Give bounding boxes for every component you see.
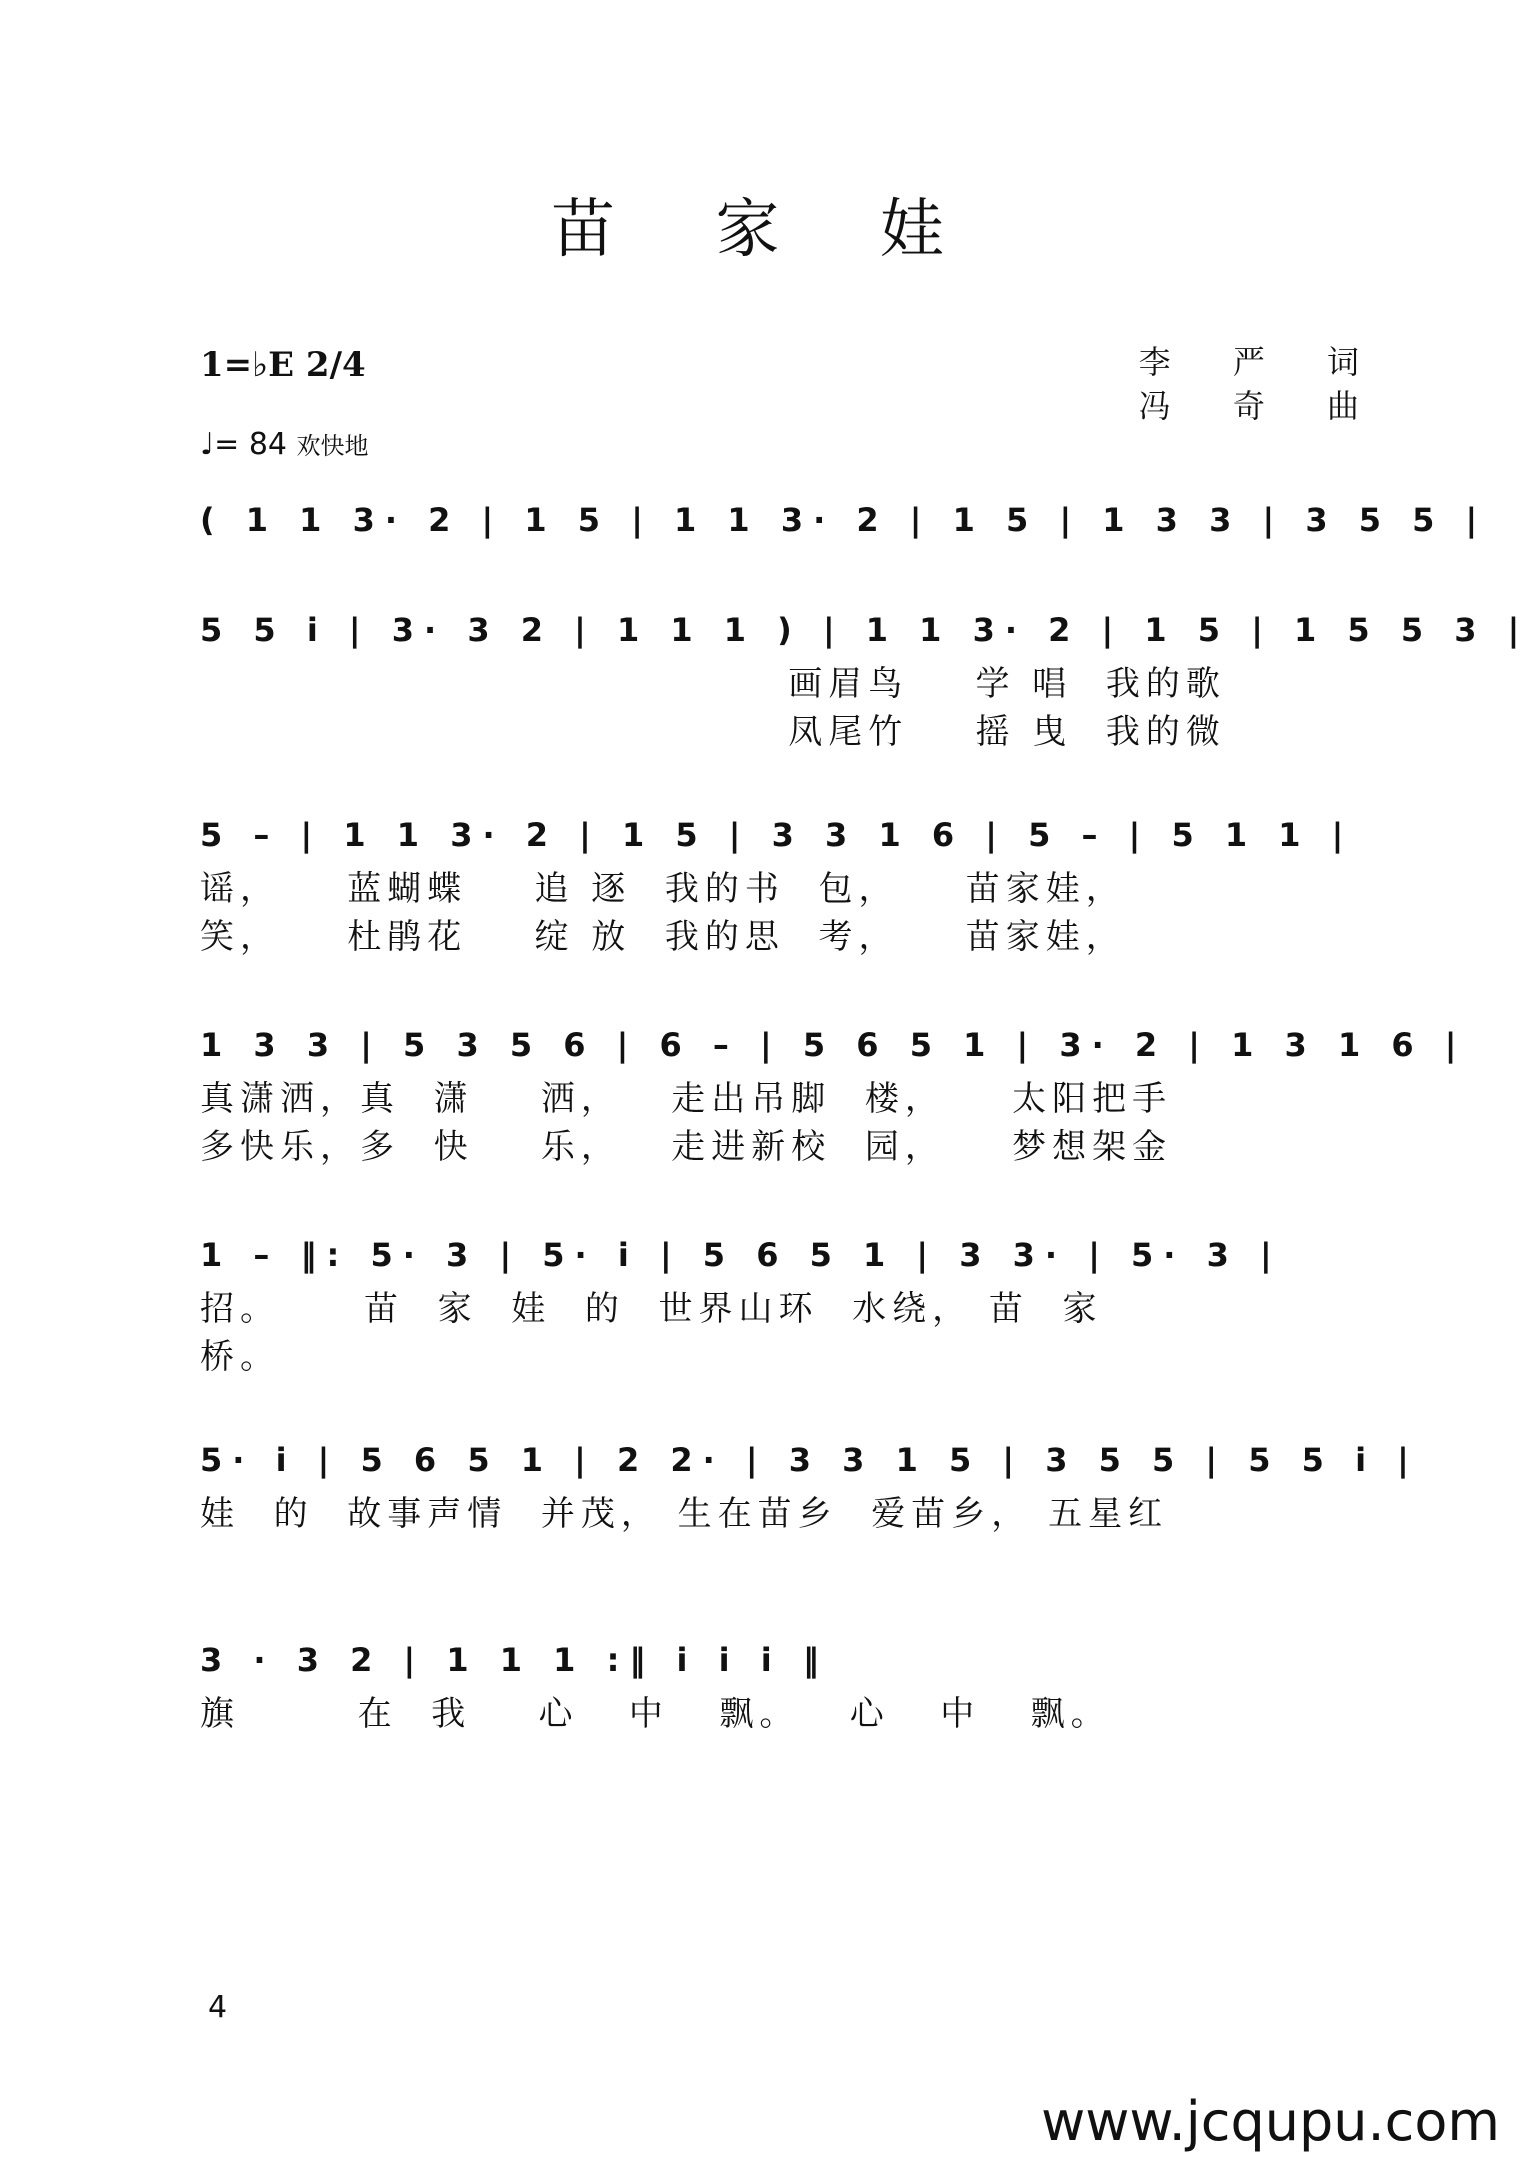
lyric-line: 桥。: [200, 1337, 280, 1377]
credits: [1139, 340, 1385, 428]
score-row: [200, 805, 1390, 961]
key-signature: 1=♭E 2/4: [200, 345, 366, 385]
song-title: 苗 家 娃: [551, 193, 984, 267]
lyric-line: 画眉鸟 学 唱 我的歌: [200, 664, 1226, 704]
notation-line: ( 1 1 3· 2 | 1 5 | 1 1 3· 2 | 1 5 | 1 3 3 | 3 5 5 |: [200, 501, 1488, 539]
lyric-line: 真潇洒，真 潇 洒， 走出吊脚 楼， 太阳把手: [200, 1079, 1173, 1119]
notation-line: 1 – ‖: 5· 3 | 5· i | 5 6 5 1 | 3 3· | 5· 3 |: [200, 1236, 1282, 1274]
lyric-line: [200, 550, 1390, 598]
notation-line: 5 – | 1 1 3· 2 | 1 5 | 3 3 1 6 | 5 – | 5 1 1 |: [200, 816, 1354, 854]
lyric-line: 多快乐，多 快 乐， 走进新校 园， 梦想架金: [200, 1127, 1173, 1167]
notation-line: 1 3 3 | 5 3 5 6 | 6 – | 5 6 5 1 | 3· 2 | 1 3 1 6 |: [200, 1026, 1467, 1064]
lyric-line: [200, 1538, 1390, 1586]
lyric-line: 谣， 蓝蝴蝶 追 逐 我的书 包， 苗家娃，: [200, 869, 1126, 909]
composer: 冯 奇 曲: [1138, 387, 1385, 425]
lyric-line: 招。 苗 家 娃 的 世界山环 水绕， 苗 家: [200, 1289, 1103, 1329]
score-row: [200, 1225, 1390, 1381]
tempo-expression: 欢快地: [296, 432, 369, 460]
lyric-line: 娃 的 故事声情 并茂， 生在苗乡 爱苗乡， 五星红: [200, 1494, 1169, 1534]
score-row: [200, 1430, 1419, 1586]
website-watermark: www.jcqupu.com: [1041, 2090, 1500, 2153]
notation-line: 5 5 i | 3· 3 2 | 1 1 1 ) | 1 1 3· 2 | 1 5 | 1 5 5 3 |: [200, 611, 1530, 649]
lyricist: 李 严 词: [1138, 343, 1385, 381]
score-row: [200, 1630, 1390, 1786]
tempo-marking: [200, 426, 369, 462]
lyric-line: 凤尾竹 摇 曳 我的微: [200, 712, 1226, 752]
page-number: 4: [208, 1990, 228, 2025]
score-row: [200, 600, 1530, 756]
score-row: [200, 1015, 1467, 1171]
notation-line: 3 · 3 2 | 1 1 1 :‖ i i i ‖: [200, 1641, 829, 1679]
lyric-line: 旗 在 我 心 中 飘。 心 中 飘。: [200, 1694, 1111, 1734]
tempo-value: ♩= 84: [200, 427, 287, 462]
notation-line: 5· i | 5 6 5 1 | 2 2· | 3 3 1 5 | 3 5 5 | 5 5 i |: [200, 1441, 1419, 1479]
lyric-line: [200, 1738, 1390, 1786]
lyric-line: 笑， 杜鹃花 绽 放 我的思 考， 苗家娃，: [200, 917, 1126, 957]
